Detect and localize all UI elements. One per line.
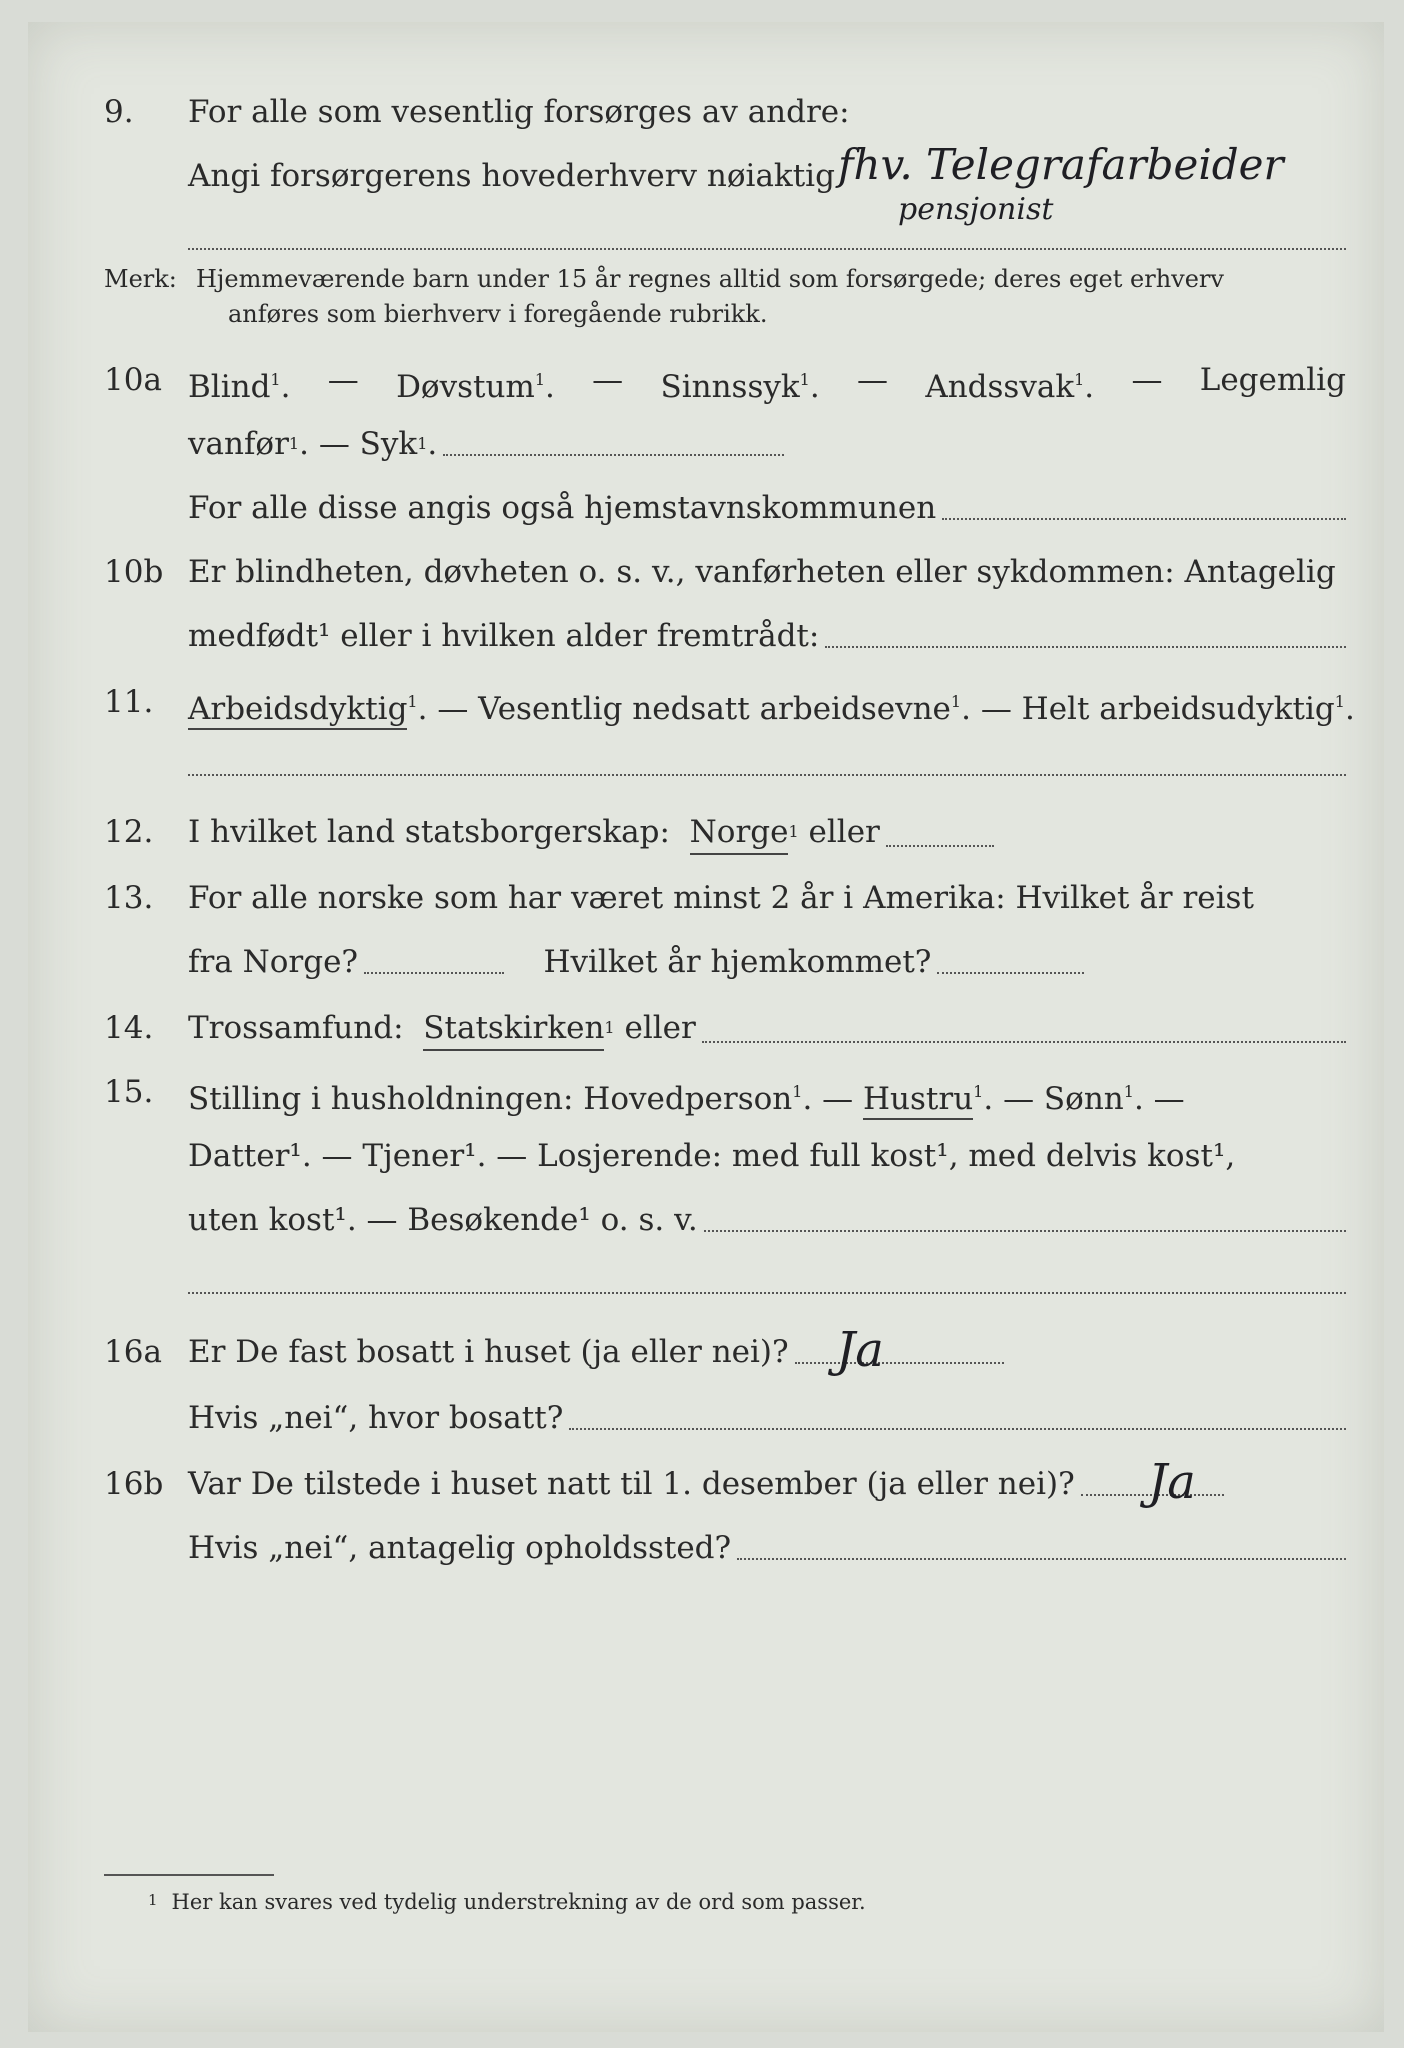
- q10a-opt-sinnssyk: Sinnssyk$^1$.: [660, 369, 820, 405]
- footnote: [148, 1890, 866, 1914]
- q14-question: Trossamfund:: [188, 1010, 404, 1046]
- q14-content: Trossamfund: Statskirken 1 eller: [188, 1008, 1346, 1051]
- q9-provider-label: Angi forsørgerens hovederhverv nøiaktig: [188, 158, 835, 194]
- q9-question: For alle som vesentlig forsørges av andre:: [188, 94, 850, 130]
- q15-dots: [704, 1229, 1346, 1232]
- q12-opt-norge: Norge: [690, 812, 789, 855]
- q16b-handwritten-answer: Ja: [1148, 1454, 1196, 1510]
- q10b-alder-label: medfødt¹ eller i hvilken alder fremtrådt:: [188, 618, 820, 654]
- q10a-opt-blind: Blind$^1$.: [188, 369, 291, 405]
- q10a-opt-legemlig: Legemlig: [1199, 362, 1346, 398]
- merk-label: Merk:: [104, 265, 177, 293]
- q12-question: I hvilket land statsborgerskap:: [188, 814, 670, 850]
- q9-handwritten-answer-2: pensjonist: [898, 192, 1054, 227]
- q10b-number: 10b: [104, 554, 164, 590]
- q10a-hjemstavn-dots: [942, 517, 1346, 520]
- q12-dots: [886, 844, 994, 847]
- q10a-options: Blind$^1$. — Døvstum$^1$. — Sinnssyk$^1$. — Andssvak$^1$. — Legemlig: [188, 362, 1346, 405]
- q16b-question: Var De tilstede i huset natt til 1. desember (ja eller nei)?: [188, 1466, 1075, 1502]
- q16a-handwritten-answer: Ja: [836, 1322, 884, 1378]
- q10b-line2-content: [188, 616, 1346, 656]
- q16a-line2-content: [188, 1398, 1346, 1438]
- q14-dots: [702, 1040, 1346, 1043]
- q16b-opholdssted-dots: [737, 1557, 1346, 1560]
- q16a-bosatt-dots: [569, 1427, 1346, 1430]
- q10a-vanfor: vanfør: [188, 426, 289, 462]
- q10b-question: Er blindheten, døvheten o. s. v., vanførheten eller sykdommen: Antagelig: [188, 554, 1336, 590]
- q15-sonn: Sønn: [1043, 1081, 1124, 1117]
- q13-hjemkommet-dots: [937, 971, 1084, 974]
- q10a-line3-content: [188, 488, 1346, 528]
- q13-number: 13.: [104, 880, 154, 916]
- q11-options: Arbeidsdyktig$^1$. — Vesentlig nedsatt arbeidsevne$^1$. — Helt arbeidsudyktig$^1$.: [188, 682, 1346, 729]
- census-form-page: [28, 22, 1384, 2032]
- q11-answer-line: [188, 774, 1346, 776]
- q10a-syk-dots: [443, 453, 784, 456]
- q11-opt-arbeidsdyktig: Arbeidsdyktig: [188, 691, 407, 730]
- footnote-rule: [104, 1874, 274, 1876]
- q16a-dots: [795, 1361, 1004, 1364]
- q14-number: 14.: [104, 1010, 154, 1046]
- q16b-line1-content: [188, 1464, 1224, 1504]
- q13-reist-label: fra Norge?: [188, 944, 359, 980]
- q14-opt-statskirken: Statskirken: [423, 1008, 604, 1051]
- q13-question: For alle norske som har været minst 2 år i Amerika: Hvilket år reist: [188, 880, 1254, 916]
- q10a-line2-content: vanfør 1 . — Syk 1 .: [188, 424, 784, 464]
- q15-answer-line: [188, 1292, 1346, 1294]
- q15-besokende: uten kost¹. — Besøkende¹ o. s. v.: [188, 1202, 698, 1238]
- q12-number: 12.: [104, 814, 154, 850]
- q13-reist-dots: [364, 971, 504, 974]
- q11-opt-nedsatt: Vesentlig nedsatt arbeidsevne: [478, 691, 951, 727]
- q10a-syk: Syk: [359, 426, 418, 462]
- q16b-number: 16b: [104, 1466, 164, 1502]
- q15-line1-content: Stilling i husholdningen: Hovedperson$^1$. — Hustru$^1$. — Sønn$^1$. —: [188, 1072, 1346, 1119]
- q12-eller: eller: [808, 814, 880, 850]
- q12-content: I hvilket land statsborgerskap: Norge 1 eller: [188, 812, 994, 855]
- q16a-bosatt-label: Hvis „nei“, hvor bosatt?: [188, 1400, 564, 1436]
- q15-hovedperson: Stilling i husholdningen: Hovedperson: [188, 1081, 793, 1117]
- merk-line2: anføres som bierhverv i foregående rubrikk.: [228, 300, 768, 328]
- q16a-number: 16a: [104, 1334, 162, 1370]
- q11-number: 11.: [104, 684, 154, 720]
- q16b-opholdssted-label: Hvis „nei“, antagelig opholdssted?: [188, 1530, 732, 1566]
- q9-answer-line: [188, 248, 1346, 250]
- footnote-mark: 1: [148, 1891, 158, 1909]
- q9-handwritten-answer: fhv. Telegrafarbeider: [838, 140, 1284, 189]
- q16b-line2-content: [188, 1528, 1346, 1568]
- q16a-question: Er De fast bosatt i huset (ja eller nei)?: [188, 1334, 789, 1370]
- q13-line2-content: [188, 942, 1084, 982]
- q10a-opt-dovstum: Døvstum$^1$.: [396, 369, 555, 405]
- q15-line3-content: [188, 1200, 1346, 1240]
- merk-line1: Hjemmeværende barn under 15 år regnes alltid som forsørgede; deres eget erhverv: [196, 265, 1224, 293]
- q11-opt-udyktig: Helt arbeidsudyktig: [1021, 691, 1335, 727]
- q15-number: 15.: [104, 1074, 154, 1110]
- q10a-opt-andssvak-text: Andssvak: [925, 369, 1075, 405]
- q10a-opt-sinnssyk-text: Sinnssyk: [660, 369, 800, 405]
- q15-line2-text: Datter¹. — Tjener¹. — Losjerende: med full kost¹, med delvis kost¹,: [188, 1138, 1236, 1174]
- q10a-opt-blind-text: Blind: [188, 369, 271, 405]
- q10a-number: 10a: [104, 362, 162, 398]
- q10a-opt-andssvak: Andssvak$^1$.: [925, 369, 1095, 405]
- q9-number: 9.: [104, 94, 134, 130]
- q15-opt-hustru: Hustru: [863, 1081, 973, 1120]
- q10a-hjemstavn-label: For alle disse angis også hjemstavnskommunen: [188, 490, 937, 526]
- footnote-text: Her kan svares ved tydelig understrekning av de ord som passer.: [171, 1890, 866, 1914]
- q13-hjemkommet-label: Hvilket år hjemkommet?: [543, 944, 932, 980]
- q10a-opt-dovstum-text: Døvstum: [396, 369, 535, 405]
- q14-eller: eller: [624, 1010, 696, 1046]
- q10b-alder-dots: [825, 645, 1346, 648]
